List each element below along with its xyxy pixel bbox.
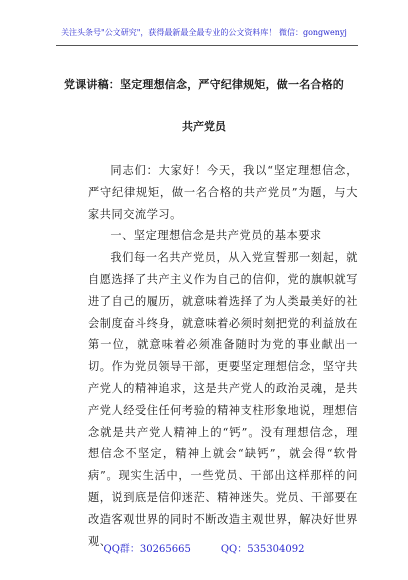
paragraph-body: 我们每一名共产党员，从入党宣誓那一刻起，就自愿选择了共产主义作为自己的信仰，党的旗帜就写进了自己的履历，就意味着选择了为人类最美好的社会制度奋斗终身，就意味着必须时刻把党的利益放在第一位，就意味着必须准备随时为党的事业献出一切。作为党员领导干部，更要坚定理想信念，坚守共产党人的精神追求，这是共产党人的政治灵魂，是共产党人经受住任何考验的精神支柱形象地说，理想信念就是共产党人精神上的“钙”。没有理想信念，理想信念不坚定，精神上就会“缺钙”，就会得“软骨病”。现实生活中，一些党员、干部出这样那样的问题，说到底是信仰迷茫、精神迷失。党员、干部要在改造客观世界的同时不断改造主观世界，解决好世界观、 [88,251,358,548]
document-title: 党课讲稿：坚定理想信念，严守纪律规矩，做一名合格的 [64,78,344,91]
footer-qq-group: QQ群：30265665 [103,544,191,555]
section-heading: 一、坚定理想信念是共产党员的基本要求 [110,229,322,243]
paragraph-greeting: 同志们：大家好！今天，我以“坚定理想信念，严守纪律规矩，做一名合格的共产党员”为题，与大家共同交流学习。 [88,164,358,221]
page-header [0,0,408,50]
document-body [88,160,358,552]
page-footer [0,540,408,555]
document-title-continued: 共产党员 [182,120,226,133]
header-divider [56,45,358,46]
footer-qq-contact: QQ：535304092 [220,544,305,555]
header-notice: 关注头条号"公文研究"，获得最新最全最专业的公文资料库！ 微信：gongwenyj [61,28,347,37]
